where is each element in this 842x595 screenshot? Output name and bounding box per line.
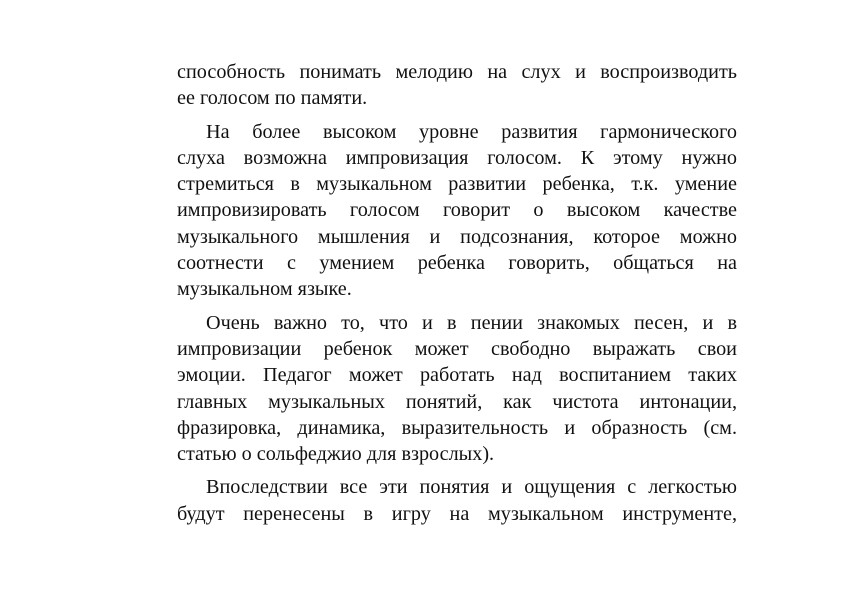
paragraph-2: [177, 119, 737, 303]
text-line: слуха возможна импровизация голосом. К этому нужно: [177, 146, 737, 169]
text-line: На более высоком уровне развития гармонического: [206, 120, 737, 143]
text-line: импровизации ребенок может свободно выражать свои: [177, 337, 737, 360]
text-line: музыкального мышления и подсознания, которое можно: [177, 225, 737, 248]
text-line: фразировка, динамика, выразительность и образность (см.: [177, 416, 737, 439]
text-line: импровизировать голосом говорит о высоком качестве: [177, 199, 737, 222]
text-line: музыкальном языке.: [177, 278, 352, 301]
text-line: способность понимать мелодию на слух и воспроизводить: [177, 61, 737, 83]
text-line: будут перенесены в игру на музыкальном инструменте,: [177, 502, 737, 525]
text-line: ее голосом по памяти.: [177, 87, 368, 110]
document-body: [177, 59, 737, 534]
text-line: статью о сольфеджио для взрослых).: [177, 443, 495, 466]
text-line: Впоследствии все эти понятия и ощущения с легкостью: [206, 476, 737, 499]
paragraph-3: [177, 310, 737, 468]
text-line: главных музыкальных понятий, как чистота интонации,: [177, 390, 737, 413]
text-line: соотнести с умением ребенка говорить, общаться на: [177, 252, 737, 275]
text-line: эмоции. Педагог может работать над воспитанием таких: [177, 364, 737, 387]
text-line: стремиться в музыкальном развитии ребенка, т.к. умение: [177, 173, 737, 196]
text-line: Очень важно то, что и в пении знакомых песен, и в: [206, 311, 737, 334]
paragraph-4: [177, 474, 737, 527]
paragraph-1: [177, 59, 737, 112]
